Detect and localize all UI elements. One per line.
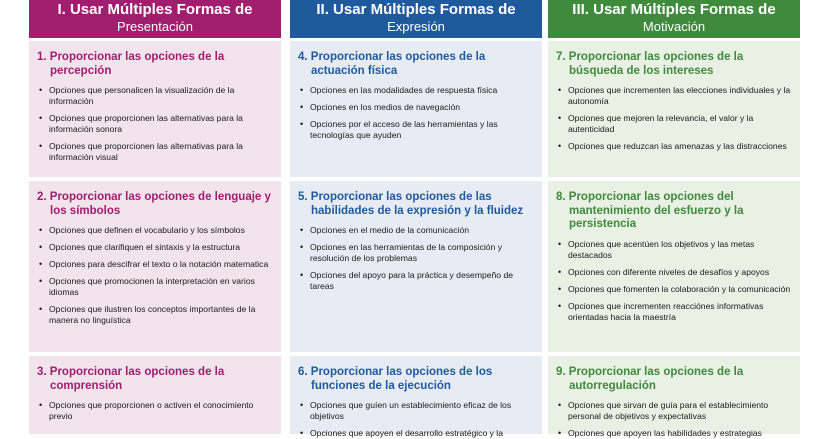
option-list <box>298 400 534 439</box>
column-title: I. Usar Múltiples Formas de <box>57 1 253 18</box>
option-item: • Opciones que reduzcan las amenazas y las distracciones <box>556 141 792 152</box>
option-list <box>37 400 273 422</box>
principle-cell-2 <box>29 181 281 352</box>
column-header <box>548 0 800 38</box>
option-item: • Opciones que guíen un establecimiento eficaz de los objetivos <box>298 400 534 422</box>
option-list <box>298 225 534 292</box>
option-item: • Opciones que incrementen reacciónes informativas orientadas hacia la maestría <box>556 301 792 323</box>
column-title: II. Usar Múltiples Formas de <box>316 1 516 18</box>
option-list <box>556 85 792 152</box>
principle-title: 3. Proporcionar las opciones de la comprensión <box>37 366 225 392</box>
column-presentation <box>29 0 281 434</box>
option-list <box>556 239 792 323</box>
principle-cell-8 <box>548 181 800 352</box>
principle-cell-5 <box>290 181 542 352</box>
option-item: • Opciones que promocionen la interpretación en varios idiomas <box>37 276 273 298</box>
principle-cell-7 <box>548 41 800 177</box>
principle-title: 7. Proporcionar las opciones de la búsqueda de los intereses <box>556 51 744 77</box>
option-item: • Opciones para descifrar el texto o la notación matematica <box>37 259 273 270</box>
principle-title: 2. Proporcionar las opciones de lenguaje y los símbolos <box>37 191 271 217</box>
option-item: • Opciones que personalicen la visualización de la información <box>37 85 273 107</box>
option-list <box>556 400 792 439</box>
option-item: • Opciones que proporcionen las alternativas para la información visual <box>37 141 273 163</box>
column-title: III. Usar Múltiples Formas de <box>572 1 776 18</box>
option-item: • Opciones con diferente niveles de desafíos y apoyos <box>556 267 792 278</box>
principle-cell-4 <box>290 41 542 177</box>
option-item: • Opciones que apoyen las habilidades y estrategias <box>556 428 792 439</box>
principle-cell-6 <box>290 356 542 438</box>
option-item: • Opciones que definen el vocabulario y los símbolos <box>37 225 273 236</box>
option-item: • Opciones que sirvan de guía para el establecimiento personal de objetivos y expectativas <box>556 400 792 422</box>
column-subtitle: Motivación <box>642 19 706 34</box>
option-item: • Opciones que incrementen las elecciones individuales y la autonomía <box>556 85 792 107</box>
principle-cell-9 <box>548 356 800 438</box>
option-item: • Opciones del apoyo para la práctica y desempeño de tareas <box>298 270 534 292</box>
option-list <box>298 85 534 141</box>
option-item: • Opciones que proporcionen las alternativas para la información sonora <box>37 113 273 135</box>
option-item: • Opciones en las modalidades de respuesta física <box>298 85 534 96</box>
option-list <box>37 225 273 326</box>
principle-title: 8. Proporcionar las opciones del mantenimiento del esfuerzo y la persistencia <box>556 191 744 230</box>
option-item: • Opciones que acentúen los objetivos y las metas destacados <box>556 239 792 261</box>
option-item: • Opciones que ilustren los conceptos importantes de la manera no linguística <box>37 304 273 326</box>
principle-title: 1. Proporcionar las opciones de la percepción <box>37 51 225 77</box>
column-expression <box>290 0 542 438</box>
principle-title: 6. Proporcionar las opciones de los funciones de la ejecución <box>298 366 493 392</box>
principle-cell-3 <box>29 356 281 434</box>
option-item: • Opciones en las herramientas de la composición y resolución de los problemas <box>298 242 534 264</box>
column-subtitle: Presentación <box>117 19 193 34</box>
option-item: • Opciones que proporcionen o activen el conocimiento previo <box>37 400 273 422</box>
option-item: • Opciones que mejoren la relevancia, el valor y la autenticidad <box>556 113 792 135</box>
option-item: • Opciones por el acceso de las herramientas y las tecnologías que ayuden <box>298 119 534 141</box>
column-subtitle: Expresión <box>387 19 445 34</box>
column-motivation <box>548 0 800 438</box>
option-item: • Opciones que clarifiquen el sintaxis y la estructura <box>37 242 273 253</box>
option-list <box>37 85 273 163</box>
principle-title: 4. Proporcionar las opciones de la actuación física <box>298 51 486 77</box>
option-item: • Opciones que fomenten la colaboración y la comunicación <box>556 284 792 295</box>
column-header <box>29 0 281 38</box>
principle-title: 5. Proporcionar las opciones de las habilidades de la expresión y la fluidez <box>298 191 524 217</box>
principle-cell-1 <box>29 41 281 177</box>
column-header <box>290 0 542 38</box>
option-item: • Opciones en el medio de la comunicación <box>298 225 534 236</box>
option-item: • Opciones en los medios de navegación <box>298 102 534 113</box>
option-item: • Opciones que apoyen el desarrollo estratégico y la <box>298 428 534 439</box>
principle-title: 9. Proporcionar las opciones de la autorregulación <box>556 366 744 392</box>
